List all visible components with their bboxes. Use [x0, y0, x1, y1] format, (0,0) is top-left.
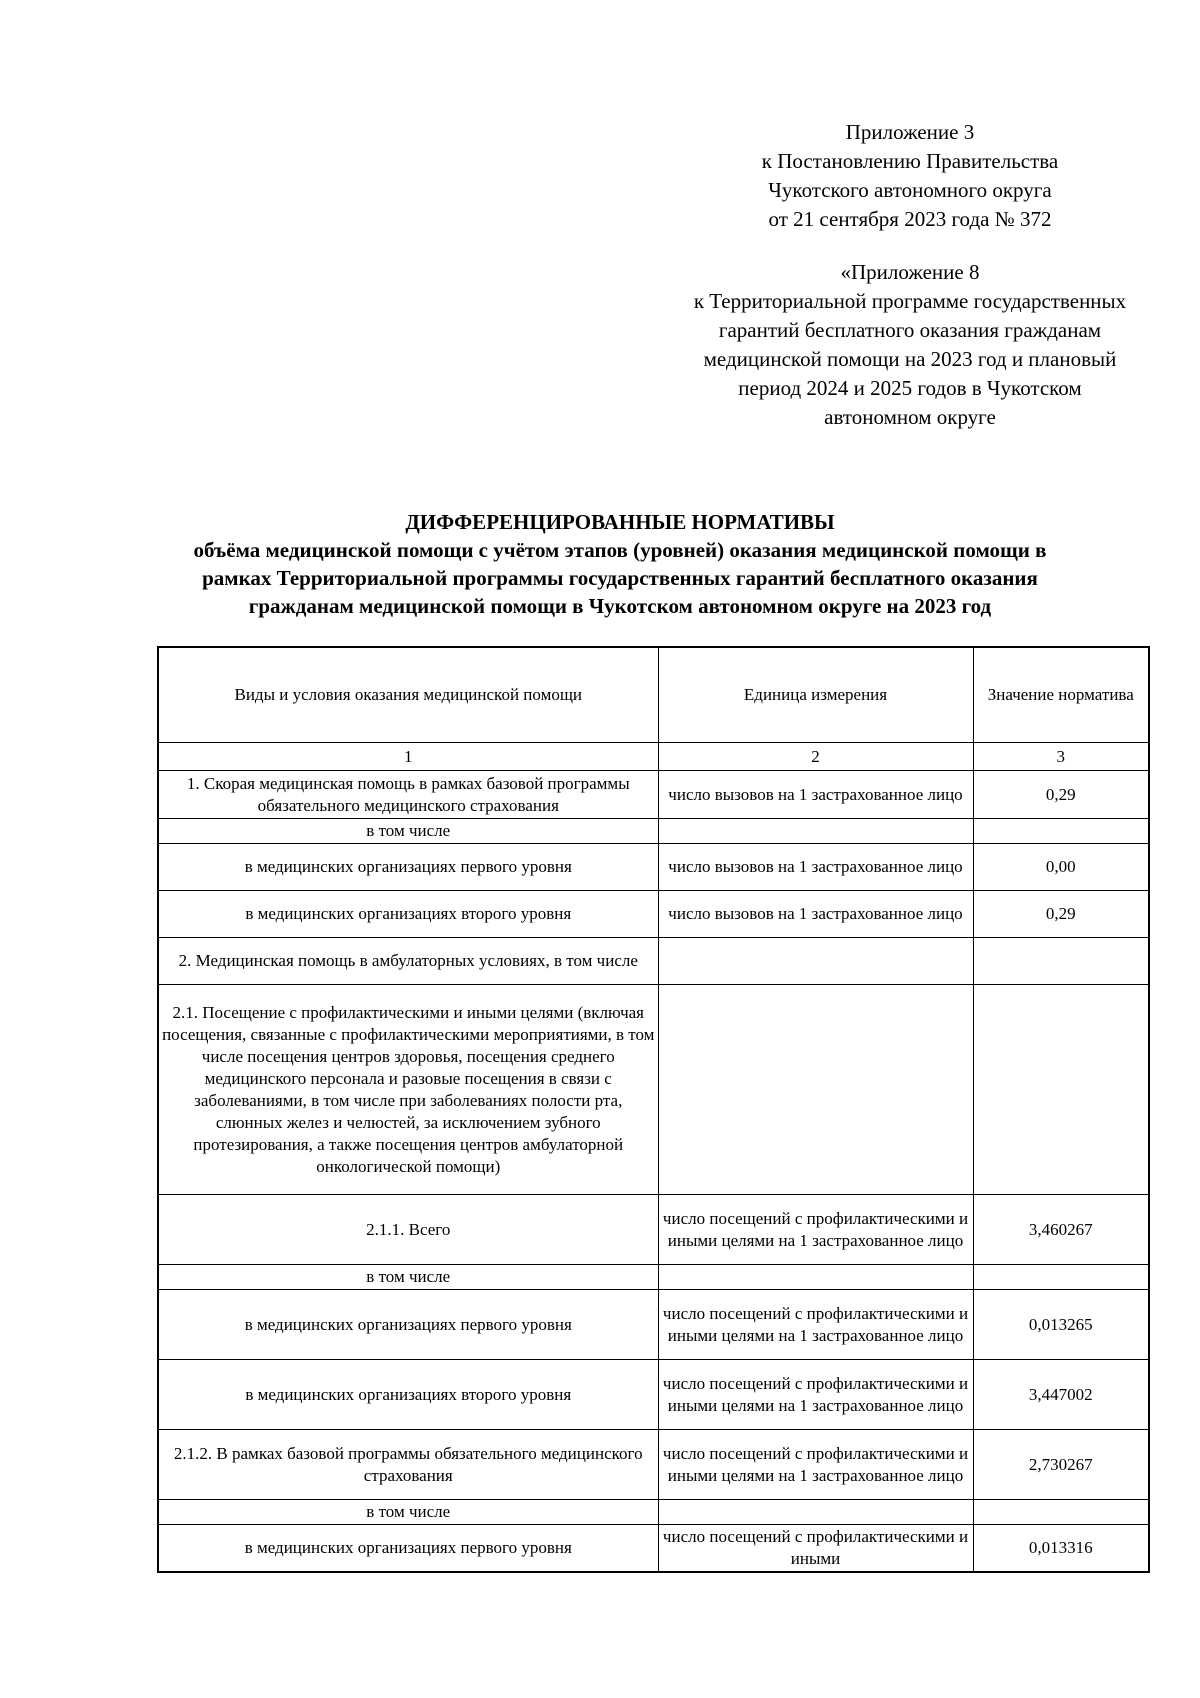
cell-unit: [658, 985, 973, 1195]
table-row: [158, 891, 1149, 938]
appendix-block: [700, 118, 1120, 234]
column-number-row: [158, 743, 1149, 771]
cell-kind: в медицинских организациях второго уровня: [158, 891, 658, 938]
cell-kind: в том числе: [158, 819, 658, 844]
table-row: [158, 819, 1149, 844]
cell-value: [973, 1265, 1149, 1290]
cell-value: [973, 819, 1149, 844]
table-row: [158, 985, 1149, 1195]
table-row: [158, 1360, 1149, 1430]
cell-unit: [658, 819, 973, 844]
cell-unit: число вызовов на 1 застрахованное лицо: [658, 891, 973, 938]
appendix-prev-block: [650, 258, 1170, 432]
cell-unit: число посещений с профилактическими и иными целями на 1 застрахованное лицо: [658, 1195, 973, 1265]
cell-unit: число посещений с профилактическими и иными целями на 1 застрахованное лицо: [658, 1430, 973, 1500]
cell-unit: число вызовов на 1 застрахованное лицо: [658, 771, 973, 819]
table-row: [158, 1290, 1149, 1360]
table-row: [158, 771, 1149, 819]
document-title: [120, 508, 1120, 620]
cell-value: [973, 985, 1149, 1195]
cell-value: [973, 1500, 1149, 1525]
cell-value: 3,460267: [973, 1195, 1149, 1265]
appendix-line: Приложение 3: [845, 120, 975, 144]
table-row: [158, 1525, 1149, 1573]
cell-value: 0,29: [973, 891, 1149, 938]
appendix-line: от 21 сентября 2023 года № 372: [768, 207, 1052, 231]
cell-kind: 1. Скорая медицинская помощь в рамках базовой программы обязательного медицинского страхования: [158, 771, 658, 819]
cell-unit: число посещений с профилактическими и иными целями на 1 застрахованное лицо: [658, 1290, 973, 1360]
appendix-line: к Постановлению Правительства: [761, 149, 1059, 173]
cell-unit: число посещений с профилактическими и иными целями на 1 застрахованное лицо: [658, 1360, 973, 1430]
cell-kind: 2.1. Посещение с профилактическими и иными целями (включая посещения, связанные с профилактическими мероприятиями, в том числе посещения центров здоровья, посещения среднего медицинского персонала и разовые посещения в связи с заболеваниями, в том числе при заболеваниях полости рта, слюнных желез и челюстей, за исключением зубного протезирования, а также посещения центров амбулаторной онкологической помощи): [158, 985, 658, 1195]
header-value: Значение норматива: [973, 647, 1149, 743]
column-number: 3: [973, 743, 1149, 771]
title-sub-line: рамках Территориальной программы государственных гарантий бесплатного оказания: [202, 566, 1038, 590]
appendix-prev-line: медицинской помощи на 2023 год и плановый: [703, 347, 1117, 371]
appendix-prev-line: период 2024 и 2025 годов в Чукотском: [738, 376, 1082, 400]
header-unit: Единица измерения: [658, 647, 973, 743]
column-number: 2: [658, 743, 973, 771]
cell-kind: в медицинских организациях второго уровня: [158, 1360, 658, 1430]
table-row: [158, 1430, 1149, 1500]
cell-unit: [658, 1500, 973, 1525]
table-row: [158, 1500, 1149, 1525]
cell-kind: в медицинских организациях первого уровня: [158, 1525, 658, 1573]
appendix-prev-line: автономном округе: [824, 405, 996, 429]
table-row: [158, 938, 1149, 985]
cell-kind: в медицинских организациях первого уровня: [158, 844, 658, 891]
cell-value: 0,00: [973, 844, 1149, 891]
cell-value: 2,730267: [973, 1430, 1149, 1500]
cell-unit: [658, 938, 973, 985]
table-row: [158, 844, 1149, 891]
appendix-prev-line: «Приложение 8: [840, 260, 980, 284]
appendix-line: Чукотского автономного округа: [768, 178, 1052, 202]
cell-value: 0,013265: [973, 1290, 1149, 1360]
cell-kind: 2.1.1. Всего: [158, 1195, 658, 1265]
cell-unit: [658, 1265, 973, 1290]
title-main: ДИФФЕРЕНЦИРОВАННЫЕ НОРМАТИВЫ: [405, 510, 835, 534]
cell-value: 0,013316: [973, 1525, 1149, 1573]
cell-value: 3,447002: [973, 1360, 1149, 1430]
appendix-prev-line: к Территориальной программе государственных: [693, 289, 1127, 313]
column-number: 1: [158, 743, 658, 771]
table-header-row: [158, 647, 1149, 743]
norms-table: [157, 646, 1150, 1573]
title-sub-line: гражданам медицинской помощи в Чукотском автономном округе на 2023 год: [248, 594, 992, 618]
cell-kind: 2. Медицинская помощь в амбулаторных условиях, в том числе: [158, 938, 658, 985]
cell-value: 0,29: [973, 771, 1149, 819]
cell-kind: в медицинских организациях первого уровня: [158, 1290, 658, 1360]
appendix-prev-line: гарантий бесплатного оказания гражданам: [718, 318, 1102, 342]
table-row: [158, 1195, 1149, 1265]
cell-kind: в том числе: [158, 1500, 658, 1525]
cell-kind: 2.1.2. В рамках базовой программы обязательного медицинского страхования: [158, 1430, 658, 1500]
cell-kind: в том числе: [158, 1265, 658, 1290]
table-row: [158, 1265, 1149, 1290]
cell-unit: число посещений с профилактическими и иными: [658, 1525, 973, 1573]
header-kind: Виды и условия оказания медицинской помощи: [158, 647, 658, 743]
cell-unit: число вызовов на 1 застрахованное лицо: [658, 844, 973, 891]
cell-value: [973, 938, 1149, 985]
title-sub-line: объёма медицинской помощи с учётом этапов (уровней) оказания медицинской помощи в: [193, 538, 1047, 562]
